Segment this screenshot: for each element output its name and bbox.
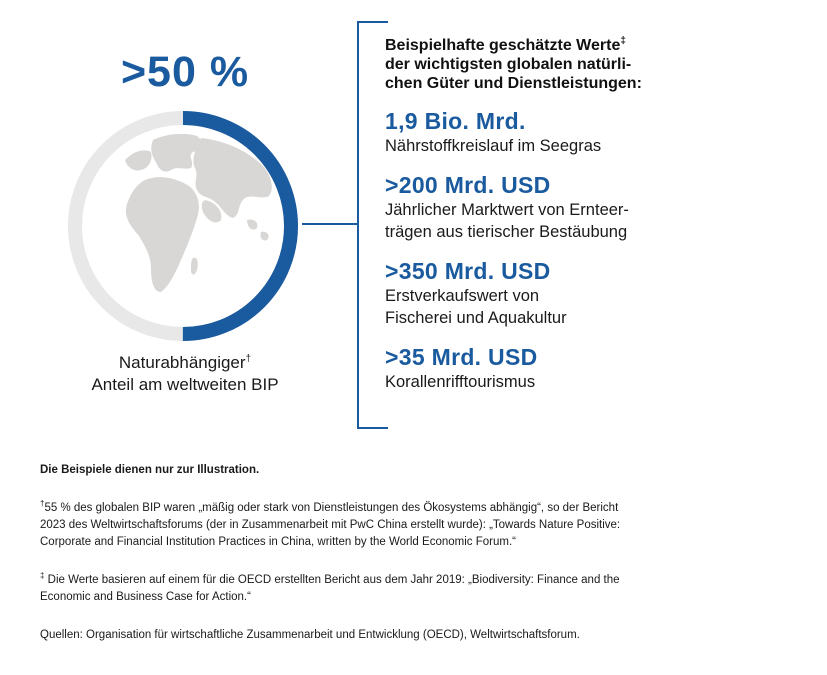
footnote-dagger [40,500,770,551]
value-description: Erstverkaufswert von [385,287,540,305]
value-item-seagrass [385,107,805,157]
sources-note: Quellen: Organisation für wirtschaftliche Zusammenarbeit und Entwicklung (OECD), Weltwirtschaftsforum. [40,629,580,641]
heading-line-3: chen Güter und Dienstleistungen: [385,75,642,92]
values-panel [385,36,805,393]
footnotes [40,462,770,644]
value-item-fisheries [385,257,805,329]
globe-icon [65,108,301,344]
footnote-double-dagger [40,572,770,606]
footnote-line: Corporate and Financial Institution Practices in China, written by the World Economic Forum.“ [40,536,516,548]
footnote-line: 2023 des Weltwirtschaftsforums (der in Zusammenarbeit mit PwC China erstellt wurde): „Towards Nature Positive: [40,519,621,531]
caption-line-2: Anteil am weltweiten BIP [91,375,279,394]
caption-dagger: † [245,353,252,365]
illustration-note: Die Beispiele dienen nur zur Illustration. [40,464,260,476]
value-amount: 1,9 Bio. Mrd. [385,108,526,134]
heading-line-2: der wichtigsten globalen natürli- [385,56,632,73]
footnote-line: Die Werte basieren auf einem für die OECD erstellten Bericht aus dem Jahr 2019: „Biodiversity: Finance and the [44,574,620,586]
footnote-line: Economic and Business Case for Action.“ [40,591,251,603]
bracket-connector [300,20,392,430]
value-description: trägen aus tierischer Bestäubung [385,223,628,241]
value-description: Fischerei und Aquakultur [385,309,567,327]
heading-double-dagger: ‡ [620,35,626,47]
values-heading [385,36,805,93]
value-amount: >350 Mrd. USD [385,258,551,284]
gdp-share-value: >50 % [120,48,250,96]
caption-line-1: Naturabhängiger [118,353,246,372]
value-description: Korallenrifftourismus [385,373,536,391]
value-item-coral-reef [385,343,805,393]
globe-ring-graphic [65,108,301,344]
value-description: Jährlicher Marktwert von Ernteer- [385,201,629,219]
value-item-pollination [385,171,805,243]
footnote-dagger-mark: † [40,499,45,509]
value-description: Nährstoffkreislauf im Seegras [385,137,602,155]
footnote-double-dagger-mark: ‡ [40,571,45,581]
heading-line-1: Beispielhafte geschätzte Werte [385,37,621,54]
footnote-line: 55 % des globalen BIP waren „mäßig oder stark von Dienstleistungen des Ökosystems abhängig“, so der Bericht [44,502,619,514]
value-amount: >200 Mrd. USD [385,172,551,198]
value-amount: >35 Mrd. USD [385,344,538,370]
globe-caption [60,352,310,396]
